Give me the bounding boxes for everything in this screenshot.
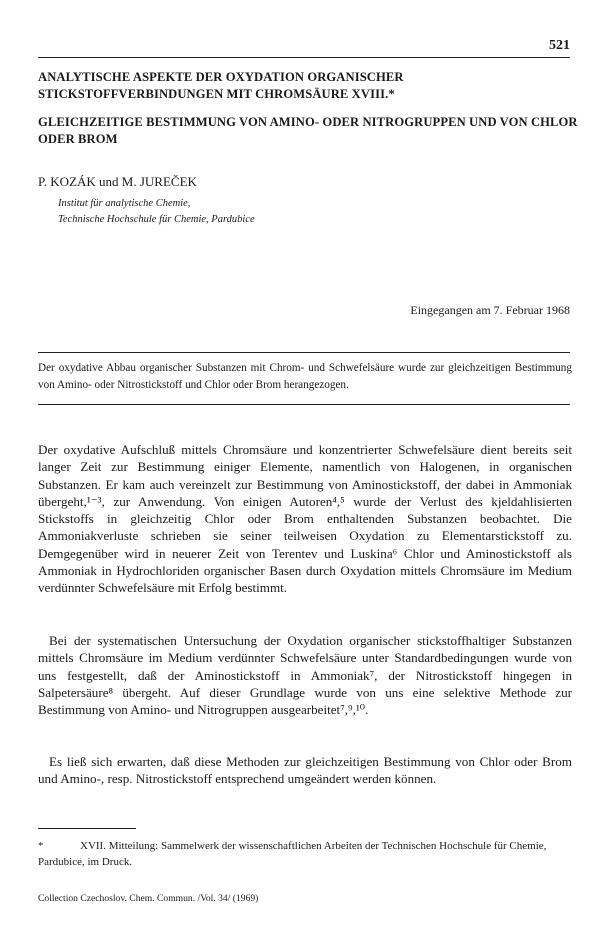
article-subtitle: GLEICHZEITIGE BESTIMMUNG VON AMINO- ODER NITROGRUPPEN UND VON CHLOR ODER BROM bbox=[38, 115, 578, 146]
received-date: Eingegangen am 7. Februar 1968 bbox=[410, 303, 570, 317]
affiliation-institute: Institut für analytische Chemie, bbox=[58, 198, 191, 209]
footnote bbox=[38, 838, 572, 870]
affiliation-university: Technische Hochschule für Chemie, Pardubice bbox=[58, 214, 255, 225]
body-paragraph-2: Bei der systematischen Untersuchung der Oxydation organischer stickstoffhaltiger Substanzen mittels Chromsäure im Medium verdünnter Schwefelsäure unter Standardbedingungen wurde von uns festgestellt, daß der Aminostickstoff in Ammoniak⁷, der Nitrostickstoff hingegen in Salpetersäure⁸ übergeht. Auf dieser Grundlage wurde von uns eine selektive Methode zur Bestimmung von Amino- und Nitrogruppen ausgearbeitet⁷,⁹,¹⁰. bbox=[38, 633, 572, 718]
journal-footer: Collection Czechoslov. Chem. Commun. /Vol. 34/ (1969) bbox=[38, 893, 259, 904]
abstract-bottom-rule bbox=[38, 404, 570, 405]
abstract: Der oxydative Abbau organischer Substanzen mit Chrom- und Schwefelsäure wurde zur gleichzeitigen Bestimmung von Amino- oder Nitrostickstoff und Chlor oder Brom herangezogen. bbox=[38, 362, 572, 391]
footnote-rule bbox=[38, 828, 136, 829]
footnote-text: XVII. Mitteilung: Sammelwerk der wissenschaftlichen Arbeiten der Technischen Hochschule für Chemie, Pardubice, im Druck. bbox=[38, 840, 547, 868]
header-rule bbox=[38, 57, 570, 58]
authors: P. KOZÁK und M. JUREČEK bbox=[38, 174, 197, 189]
footnote-marker: * bbox=[38, 840, 44, 852]
page-number: 521 bbox=[549, 38, 570, 53]
body-paragraph-1: Der oxydative Aufschluß mittels Chromsäure und konzentrierter Schwefelsäure dient bereits seit langer Zeit zur Bestimmung einiger Elemente, namentlich von Halogenen, in organischen Substanzen. Er kam auch vereinzelt zur Bestimmung von Aminostickstoff, der dabei in Ammoniak übergeht,¹⁻³, zur Anwendung. Von einigen Autoren⁴,⁵ wurde der Verlust des kjeldahlisierten Stickstoffs in gleichzeitig Chlor oder Brom enthaltenden Substanzen beobachtet. Die Ammoniakverluste schrieben sie seiner teilweisen Oxydation zu Elementarstickstoff zu. Demgegenüber wird in neuerer Zeit von Terentev und Luskina⁶ Chlor und Aminostickstoff als Ammoniak in Hydrochloriden organischer Basen durch Oxydation mittels Chromsäure im Medium verdünnter Schwefelsäure mit Erfolg bestimmt. bbox=[38, 442, 572, 596]
body-paragraph-3: Es ließ sich erwarten, daß diese Methoden zur gleichzeitigen Bestimmung von Chlor oder Brom und Amino-, resp. Nitrostickstoff entsprechend umgeändert werden können. bbox=[38, 754, 572, 787]
abstract-top-rule bbox=[38, 352, 570, 353]
article-title: ANALYTISCHE ASPEKTE DER OXYDATION ORGANISCHER STICKSTOFFVERBINDUNGEN MIT CHROMSÄURE XVIII.* bbox=[38, 70, 404, 101]
